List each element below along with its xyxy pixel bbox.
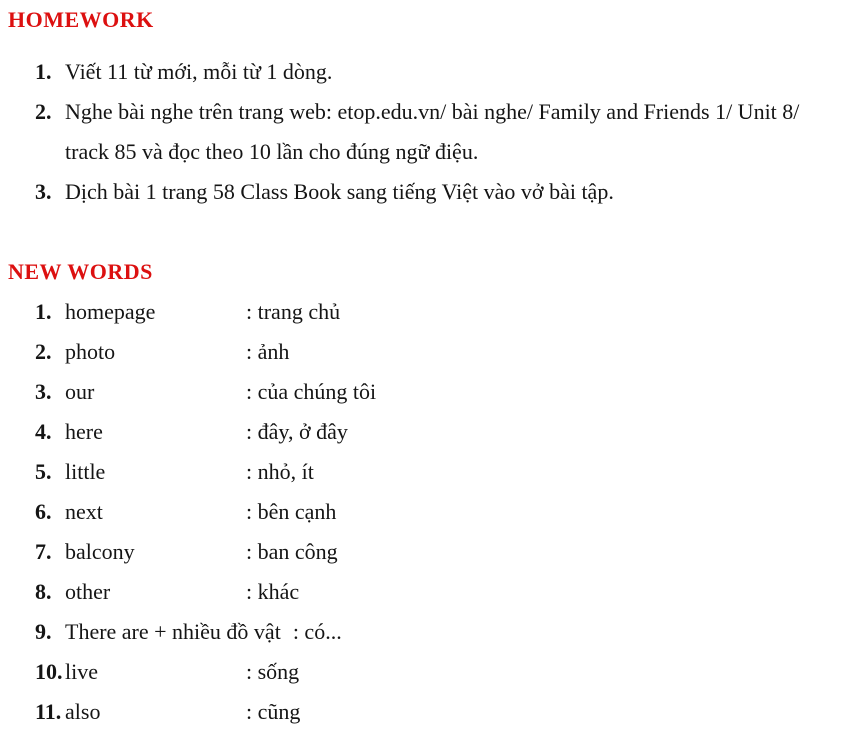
word-english: balcony xyxy=(65,539,135,564)
homework-item-line: Viết 11 từ mới, mỗi từ 1 dòng. xyxy=(65,59,333,84)
homework-item-line: Dịch bài 1 trang 58 Class Book sang tiếng Việt vào vở bài tập. xyxy=(65,179,614,204)
new-words-section xyxy=(0,258,854,732)
word-meaning: : có... xyxy=(292,619,342,644)
word-meaning: : sống xyxy=(246,659,300,684)
word-row xyxy=(0,652,854,692)
homework-title: HOMEWORK xyxy=(8,7,154,32)
word-meaning: : của chúng tôi xyxy=(246,379,377,404)
word-number: 6. xyxy=(35,499,52,524)
word-english: live xyxy=(65,659,98,684)
homework-item-number: 2. xyxy=(35,99,52,124)
homework-item-number: 1. xyxy=(35,59,52,84)
word-english: There are + nhiều đồ vật xyxy=(65,619,281,644)
word-row xyxy=(0,492,854,532)
word-row xyxy=(0,612,854,652)
word-number: 9. xyxy=(35,619,52,644)
new-words-list xyxy=(0,292,854,732)
word-english: other xyxy=(65,579,111,604)
homework-item-line: Nghe bài nghe trên trang web: etop.edu.vn/ bài nghe/ Family and Friends 1/ Unit 8/ xyxy=(65,99,800,124)
word-meaning: : nhỏ, ít xyxy=(246,459,314,484)
word-english: next xyxy=(65,499,103,524)
word-number: 11. xyxy=(35,699,62,724)
word-meaning: : ban công xyxy=(246,539,338,564)
homework-item xyxy=(0,52,854,92)
word-number: 5. xyxy=(35,459,52,484)
word-meaning: : cũng xyxy=(246,699,301,724)
new-words-title: NEW WORDS xyxy=(8,259,153,284)
word-meaning: : bên cạnh xyxy=(246,499,337,524)
word-english: here xyxy=(65,419,103,444)
word-row xyxy=(0,452,854,492)
word-english: homepage xyxy=(65,299,156,324)
word-row xyxy=(0,332,854,372)
word-number: 8. xyxy=(35,579,52,604)
word-number: 4. xyxy=(35,419,52,444)
word-meaning: : trang chủ xyxy=(246,299,341,324)
word-row xyxy=(0,412,854,452)
word-english: photo xyxy=(65,339,116,364)
word-row xyxy=(0,572,854,612)
word-number: 7. xyxy=(35,539,52,564)
homework-list xyxy=(0,52,854,212)
word-number: 10. xyxy=(35,659,63,684)
word-number: 1. xyxy=(35,299,52,324)
homework-item-line: track 85 và đọc theo 10 lần cho đúng ngữ điệu. xyxy=(65,139,479,164)
word-row xyxy=(0,372,854,412)
homework-item-text xyxy=(65,92,854,172)
word-english: also xyxy=(65,699,101,724)
homework-item xyxy=(0,92,854,172)
homework-item-text xyxy=(65,172,854,212)
word-row xyxy=(0,292,854,332)
homework-section xyxy=(0,0,854,212)
homework-item-number: 3. xyxy=(35,179,52,204)
word-english: little xyxy=(65,459,106,484)
word-row xyxy=(0,692,854,732)
word-row xyxy=(0,532,854,572)
word-number: 2. xyxy=(35,339,52,364)
homework-item-text xyxy=(65,52,854,92)
word-meaning: : khác xyxy=(246,579,300,604)
word-english: our xyxy=(65,379,95,404)
homework-item xyxy=(0,172,854,212)
word-meaning: : đây, ở đây xyxy=(246,419,348,444)
word-meaning: : ảnh xyxy=(246,339,290,364)
word-number: 3. xyxy=(35,379,52,404)
